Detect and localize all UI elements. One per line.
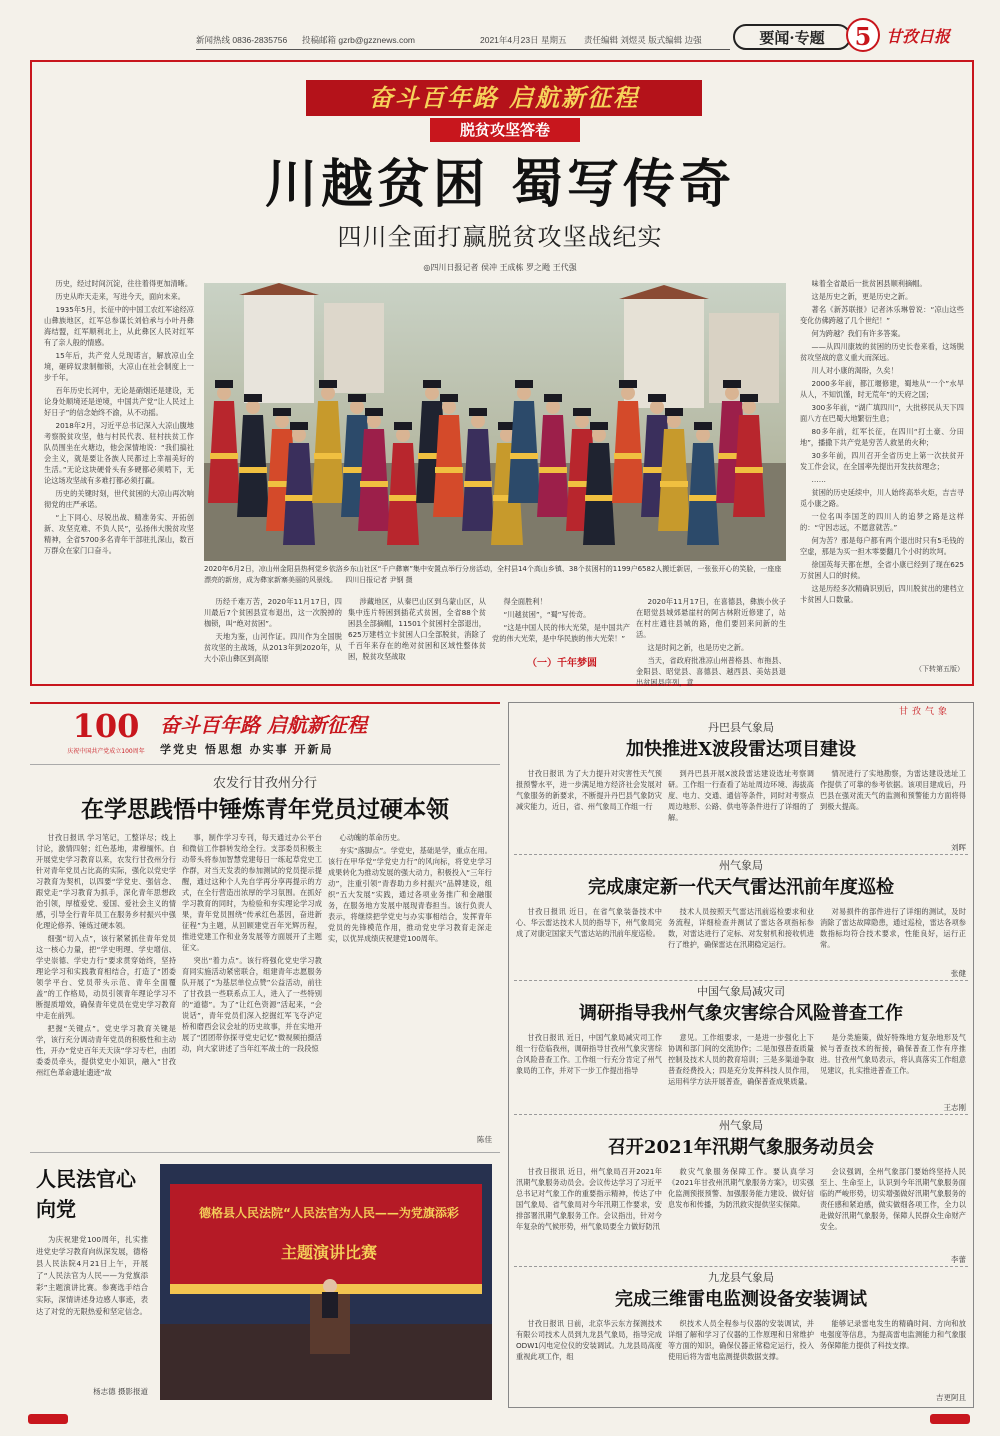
part-marker: （一）千年梦圆 bbox=[527, 658, 597, 669]
issue-date: 2021年4月23日 星期五 bbox=[480, 35, 567, 45]
footer-ornament-left bbox=[28, 1414, 68, 1424]
hotline: 新闻热线 0836-2835756 bbox=[196, 35, 288, 45]
paragraph: 技术人员按照天气雷达汛前巡检要求和业务流程，详细检查并测试了雷达各项指标参数，对雷达进行了定标、对发射机和接收机进行了维护，确保雷达在汛期稳定运行。 bbox=[668, 907, 814, 949]
paragraph: …… bbox=[811, 475, 826, 484]
paragraph: 突出“着力点”。该行将强化党史学习教育同实施活动紧密联合，组建青年志愿服务队开展了“为基层单位点赞”公益活动，前往了甘孜县一些联系点工人，进入了一些特别的“道德”。为了“让红色资源”活起来，“会说话”，青年党员们深入挖掘红军飞夺泸定桥和磨西会议会址的历史故事，并在实地开展了“团团带你探寻党史记忆”微视频拍摄活动，向大家讲述了当年红军战士的一段段惊 bbox=[182, 956, 322, 1053]
paragraph: 事，制作学习专刊，每天通过办公平台和微信工作群转发给全行。支部委员积极主动带头将参加智慧党建每日一练起草党史工作群，对当天发表的参加测试的党员提示提醒，通过这种个人先自学再分享再提示的方式，在全行营造出浓厚的学习氛围。在抓好学习教育的同时，为检验和夯实理论学习成果，青年党员围绕“传承红色基因，奋进新征程”为主题，从回顾建党百年光辉历程，推进党建工作和业务发展等方面展开了主题征文。 bbox=[182, 833, 322, 952]
bottom-col-1 bbox=[204, 596, 342, 678]
feature-byline: ◎四川日报记者 侯冲 王成栋 罗之飏 王代强 bbox=[423, 263, 577, 272]
weather-article-column bbox=[516, 1032, 662, 1100]
weather-article-column bbox=[820, 768, 966, 840]
feature-photo bbox=[204, 283, 786, 561]
paragraph: “川越贫困”，“蜀”写传奇。 bbox=[503, 610, 591, 619]
weather-article-column bbox=[668, 768, 814, 840]
party-banner: 奋斗百年路 启航新征程 bbox=[160, 713, 367, 737]
section-name: 要闻·专题 bbox=[733, 24, 851, 50]
weather-article-column bbox=[820, 1318, 966, 1390]
paragraph: 得全面胜利！ bbox=[503, 597, 547, 606]
paragraph: 甘孜日报讯 学习笔记，工整详尽；线上讨论，激情四射；红色基地，肃穆缅怀。自开展党史学习教育以来，农发行甘孜州分行针对青年党员占比高的实际，强化以党史学习教育为契机，以四要“学党史、强信念、跟党走”学习教育为抓手，深化青年思想政治引领，厚植爱党、爱国、爱社会主义的情感，引导全行青年员工在服务乡村振兴中强化理论修养、锤炼过硬本领。 bbox=[36, 833, 176, 930]
weather-article-kicker: 州气象局 bbox=[719, 1119, 763, 1132]
weather-article-headline: 召开2021年汛期气象服务动员会 bbox=[607, 1137, 875, 1158]
paragraph: 夯实“落脚点”。学党史，基础是学，重点在用。该行在甲华党“学党史力行”的风向标，将党史学习成果转化为推动发展的强大动力，积极投入“三年行动”，注重引领“青春助力乡村振兴”品牌建设，组织“五大发展”实践，通过各项业务推广和金融服务，在服务地方发展中展现青春担当。该行负责人表示，将继续把学党史与办实事相结合，发挥青年党员的先锋模范作用，推动党史学习教育走深走实，以优异成绩庆祝建党100周年。 bbox=[328, 846, 492, 943]
weather-article-headline: 完成三维雷电监测设备安装调试 bbox=[615, 1289, 867, 1310]
masthead bbox=[0, 0, 1000, 60]
weather-article-kicker: 九龙县气象局 bbox=[708, 1271, 774, 1284]
article2-text bbox=[36, 1234, 148, 1384]
article1-col-2 bbox=[182, 832, 322, 1148]
paragraph: 2000多年前，都江堰修建，蜀地从“一个”水旱从人，不知饥馑，时无荒年”的天府之国； bbox=[800, 379, 964, 399]
article2-credit: 杨志德 摄影报道 bbox=[93, 1387, 148, 1396]
party-divider bbox=[30, 764, 500, 765]
paragraph: 能够记录雷电发生的精确时间、方向和放电强度等信息，为提高雷电监测能力和气象服务保障能力提供了科技支撑。 bbox=[820, 1319, 966, 1350]
feature-subheadline: 四川全面打赢脱贫攻坚战纪实 bbox=[337, 223, 663, 251]
weather-divider bbox=[514, 854, 968, 855]
party-top-rule bbox=[30, 702, 500, 704]
paragraph: ——从四川康坡的贫困的历史长卷来看，这场脱贫攻坚战的意义重大而深远。 bbox=[800, 342, 964, 362]
bottom-col-2 bbox=[348, 596, 486, 678]
paragraph: 细强“切入点”，该行紧紧抓住青年党员这一核心力量，把“学史明理、学史增信、学史崇德、学史力行”要求贯穿始终，坚持理论学习和实践教育相结合，打造了“团委领学平台、党员带头示范、青年全面覆盖”的工作格局，动员引领青年理论学习不断提质增效，确保青年党员在党史学习教育中走在前列。 bbox=[36, 934, 176, 1020]
paragraph: 2020年11月17日，在喜德县，彝族小伙子在昭觉县城郊悬崖村的阿古林附近修建了，站在村庄通往县城的路，他们要回来问新的生活。 bbox=[636, 597, 786, 639]
paragraph: 味着全省最后一批贫困县顺利摘帽。 bbox=[811, 279, 927, 288]
feature-headline: 川越贫困 蜀写传奇 bbox=[264, 154, 736, 215]
court-event-photo bbox=[160, 1164, 492, 1400]
paragraph: 甘孜日报讯 近日，中国气象局减灾司工作组一行莅临我州，调研指导甘孜州气象灾害综合风险普查工作。工作组一行充分肯定了州气象局的工作，并对下一步工作提出指导 bbox=[516, 1033, 662, 1075]
weather-article-kicker: 州气象局 bbox=[719, 859, 763, 872]
paragraph: 1935年5月，长征中的中国工农红军途经凉山彝族地区，红军总参谋长刘伯承与小叶丹彝海结盟，红军顺利北上，从此彝区人民对红军有了亲人般的情感。 bbox=[44, 305, 194, 347]
article1-kicker: 农发行甘孜州分行 bbox=[212, 776, 317, 791]
paragraph: 涉藏地区，从秦巴山区到乌蒙山区，从集中连片特困到插花式贫困，全省88个贫困县全部摘帽，11501个贫困村全部退出，625万建档立卡贫困人口全部脱贫，消除了千百年来存在的绝对贫困和区域性整体贫困，脱贫攻坚战取 bbox=[348, 597, 486, 661]
photo-subbanner-text: 主题演讲比赛 bbox=[280, 1243, 377, 1262]
paragraph: 甘孜日报讯 日前，北京华云东方探测技术有限公司技术人员到九龙县气象局，指导完成ODW1闪电定位仪的安装调试。九龙县局高度重视此项工作，组 bbox=[516, 1319, 662, 1361]
centenary-number: 100 bbox=[72, 707, 140, 745]
paragraph: 把握“关键点”。党史学习教育关键是学，该行充分调动青年党员的积极性和主动性，开办“党史百年天天读”学习专栏，由团委委员牵头，提供党史小知识，融入“甘孜州红色革命遗址遗迹”故 bbox=[36, 1024, 176, 1077]
paragraph: 何为苦？那是每户都有两个退出时只有5毛钱的空虚，那是为买一担木零要翻几个小时的坎坷。 bbox=[800, 536, 964, 556]
paragraph: 历史从昨天走来，写进今天，面向未来。 bbox=[55, 292, 185, 301]
paragraph: 天地为鉴，山河作证。四川作为全国脱贫攻坚的主战场，从2013年到2020年，从大小凉山彝区到高原 bbox=[204, 632, 342, 663]
weather-column-tag: 甘孜气象 bbox=[898, 707, 951, 717]
paragraph: 这是历史之新，更是历史之新。 bbox=[811, 292, 913, 301]
weather-article-column bbox=[516, 1318, 662, 1390]
weather-article-headline: 完成康定新一代天气雷达汛前年度巡检 bbox=[588, 877, 894, 898]
lead-column bbox=[44, 278, 194, 650]
article1-bottom-rule bbox=[30, 1152, 500, 1153]
photo-banner-text: 德格县人民法院“人民法官为人民——为党旗添彩 bbox=[199, 1206, 459, 1220]
paragraph: 何为跨越？我们有许多答案。 bbox=[811, 329, 905, 338]
paragraph: 情况进行了实地勘察，为雷达建设选址工作提供了可靠的参考依据。该项目建成后，丹巴县在强对流天气的监测和预警能力方面将得到极大提高。 bbox=[820, 769, 966, 811]
paragraph: 是分类施策，做好特殊地方复杂地形及气候与普查技术的衔接，确保普查工作有序推进。甘孜州气象局表示，将认真落实工作组意见建议，扎实推进普查工作。 bbox=[820, 1033, 966, 1075]
weather-article-headline: 调研指导我州气象灾害综合风险普查工作 bbox=[579, 1003, 903, 1024]
weather-article-column bbox=[516, 1166, 662, 1252]
weather-article-column bbox=[668, 1318, 814, 1390]
paragraph: 到丹巴县开展X波段雷达建设选址考察调研。工作组一行查看了站址周边环境、海拔高度、电力、交通、通信等条件，同时对考察点周边地形、公路、供电等条件进行了详细的了解。 bbox=[668, 769, 814, 822]
speech-stage-illustration bbox=[160, 1164, 492, 1400]
paragraph: 300多年前，“湖广填四川”，大批移民从天下四面八方在巴蜀大地繁衍生息； bbox=[800, 403, 964, 423]
weather-divider bbox=[514, 1114, 968, 1115]
weather-article-signature: 张健 bbox=[951, 969, 966, 978]
paragraph: 甘孜日报讯 近日，在省气象装备技术中心、华云雷达技术人员的指导下，州气象局完成了对康定国家天气雷达站的汛前年度巡检。 bbox=[516, 907, 662, 938]
right-column bbox=[800, 278, 964, 676]
page-number: 5 bbox=[846, 18, 880, 52]
paragraph: 会议强调，全州气象部门要始终坚持人民至上、生命至上，认识到今年汛期气象服务面临的严峻形势，切实增强做好汛期气象服务的责任感和紧迫感，做实做细各项工作，全力以赴做好汛期气象服务，保障人民群众生命财产安全。 bbox=[820, 1167, 966, 1231]
footer-ornament-right bbox=[930, 1414, 970, 1424]
feature-banner: 奋斗百年路 启航新征程 bbox=[306, 80, 702, 116]
article1-signature: 陈佳 bbox=[477, 1135, 492, 1144]
email: 投稿邮箱 gzrb@gzznews.com bbox=[302, 35, 416, 45]
article1-col-1 bbox=[36, 832, 176, 1148]
photo-credit: 四川日报记者 尹钢 摄 bbox=[345, 576, 413, 584]
editors: 责任编辑 刘煜灵 版式编辑 边强 bbox=[584, 35, 702, 45]
centenary-logo bbox=[56, 708, 156, 768]
paragraph: 甘孜日报讯 近日，州气象局召开2021年汛期气象服务动员会。会议传达学习了习近平总书记对气象工作的重要指示精神，传达了中国气象局、省气象局对今年汛期工作要求，安排部署汛期气象服务工作。会议指出，针对今年复杂的气候形势，州气象局要全力做好防汛 bbox=[516, 1167, 662, 1231]
paragraph: 当天，省政府批准凉山州普格县、布拖县、金阳县、昭觉县、喜德县、越西县、美姑县退出贫困县序列，意 bbox=[636, 656, 786, 687]
paragraph: 贫困的历史延续中，川人始终高举火炬，吉吉寻觅小康之路。 bbox=[800, 488, 964, 508]
paragraph: “这是中国人民的伟大光荣，是中国共产党的伟大光荣，是中华民族的伟大光荣！” bbox=[492, 623, 630, 643]
newspaper-logo: 甘孜日报 bbox=[886, 27, 951, 46]
weather-article-column bbox=[668, 1166, 814, 1252]
paragraph: 2018年2月，习近平总书记深入大凉山腹地考察脱贫攻坚，他与村民代表、驻村扶贫工作队员围坐在火塘边，他会深情地说：“我们搞社会主义，就是要让各族人民都过上幸福美好的生活。”无论这块硬骨头有多硬都必须啃下，无论这场攻坚战有多难打都必须打赢。 bbox=[44, 421, 194, 485]
weather-article-column bbox=[820, 1032, 966, 1100]
paragraph: “上下同心、尽锐出战、精准务实、开拓创新、攻坚克难、不负人民”，弘扬伟大脱贫攻坚精神，全省5700多名青年干部驻扎深山，数百万群众在家门口奋斗。 bbox=[44, 513, 194, 555]
continued-note: （下转第五版） bbox=[915, 665, 964, 673]
weather-article-headline: 加快推进X波段雷达项目建设 bbox=[626, 739, 856, 760]
article2-paragraph: 为庆祝建党100周年，扎实推进党史学习教育向纵深发展，德格县人民法院4月21日上午，开展了“人民法官为人民——为党旗添彩”主题演讲比赛。参赛选手结合实际，深情讲述身边感人事迹，表达了对党的无限热爱和坚定信念。 bbox=[36, 1235, 148, 1316]
weather-article-signature: 吉更阿且 bbox=[936, 1393, 966, 1402]
paragraph: 心动魄的革命历史。 bbox=[339, 833, 405, 842]
article1-col-3 bbox=[328, 832, 492, 1132]
paragraph: 甘孜日报讯 为了大力提升对灾害性天气预报预警水平，进一步满足地方经济社会发展对气象服务的新要求，不断提升丹巴县气象防灾减灾能力，近日，省、州气象局工作组一行 bbox=[516, 769, 662, 811]
feature-sub-banner: 脱贫攻坚答卷 bbox=[430, 118, 580, 142]
paragraph: 历经千难万苦，2020年11月17日，四川最后7个贫困县宣布退出，这一次脱掉的枷锁，叫“绝对贫困”。 bbox=[204, 597, 342, 628]
weather-article-signature: 刘晖 bbox=[951, 843, 966, 852]
paragraph: 徐国英每天都在想，全省小康已经到了现在625万贫困人口的时候。 bbox=[800, 560, 964, 580]
party-slogan: 学党史 悟思想 办实事 开新局 bbox=[160, 743, 334, 756]
weather-article-column bbox=[820, 1166, 966, 1252]
paragraph: 织技术人员全程参与仪器的安装调试，并详细了解和学习了仪器的工作原理和日常维护等方面的知识，确保仪器正常稳定运行，投入使用后将为雷电监测提供数据支撑。 bbox=[668, 1319, 814, 1361]
bottom-col-4 bbox=[636, 596, 786, 687]
weather-article-column bbox=[668, 1032, 814, 1100]
paragraph: 救灾气象服务保障工作。要认真学习《2021年甘孜州汛期气象服务方案》，切实强化监测预报预警、加强服务能力建设、做好信息发布和传播，为防汛救灾提供坚实保障。 bbox=[668, 1167, 814, 1209]
paragraph: 历史，经过时间沉淀，往往着得更加清晰。 bbox=[55, 279, 193, 288]
masthead-rule bbox=[196, 49, 730, 50]
paragraph: 意见。工作组要求，一是进一步强化上下协调和部门间的交流协作；二是加强普查质量控制及技术人员的教育培训；三是多渠道争取普查经费投入；四是充分发挥科技人员作用，运用科学方法开展普查，确保普查成果质量。 bbox=[668, 1033, 814, 1086]
paragraph: 一位名叫李国芝的四川人的追梦之路是这样的：“守因志远，不愿意就苦。” bbox=[800, 512, 964, 532]
weather-article-column bbox=[516, 906, 662, 966]
centenary-caption: 庆祝中国共产党成立100周年 bbox=[67, 748, 145, 755]
weather-article-signature: 王志刚 bbox=[943, 1103, 966, 1112]
paragraph: 历史的关键时刻，世代贫困的大凉山再次响彻党的庄严承诺。 bbox=[44, 489, 194, 509]
photo-caption-text: 2020年6月2日，凉山州金阳县热柯觉乡依洛乡东山社区“千户彝寨”集中安置点举行分房活动，全村县14个高山乡镇、38个贫困村的1199户6582人搬迁新居，一张张开心的笑脸，一座座漂亮的新房，成为彝家新寨美丽的风景线。 bbox=[204, 565, 782, 584]
paragraph: 30多年前，四川召开全省历史上第一次扶贫开发工作会议，在全国率先提出开发扶贫理念； bbox=[800, 451, 964, 471]
villagers-procession-illustration bbox=[204, 283, 786, 561]
paragraph: 百年历史长河中，无论是硝烟还是建设，无论身处顺境还是逆境，中国共产党“让人民过上好日子”的信念始终不渝，从不动摇。 bbox=[44, 386, 194, 417]
article2-headline: 人民法官心向党 bbox=[36, 1167, 136, 1221]
weather-article-column bbox=[820, 906, 966, 966]
paragraph: 对易损件的部件进行了详细的测试，及时消除了雷达故障隐患，通过巡检，雷达各项参数指标均符合技术要求，性能良好，运行正常。 bbox=[820, 907, 966, 949]
weather-article-column bbox=[668, 906, 814, 966]
weather-divider bbox=[514, 980, 968, 981]
paragraph: 这是时间之新，也是历史之新。 bbox=[647, 643, 749, 652]
weather-article-signature: 李蕾 bbox=[951, 1255, 966, 1264]
weather-article-kicker: 丹巴县气象局 bbox=[708, 721, 774, 734]
weather-divider bbox=[514, 1266, 968, 1267]
paragraph: 15年后，共产党人兑现诺言，解放凉山全境，砸碎奴隶制枷锁，大凉山在社会制度上一步千年。 bbox=[44, 351, 194, 382]
paragraph: 著名《新苏联报》记者沐乐琳曾说：“凉山这些变化仿佛跨越了几个世纪！” bbox=[800, 305, 964, 325]
paragraph: 川人对小康的渴盼，久矣！ bbox=[811, 366, 898, 375]
weather-article-kicker: 中国气象局减灾司 bbox=[697, 985, 785, 998]
weather-article-column bbox=[516, 768, 662, 840]
paragraph: 80多年前，红军长征，在四川“打土豪、分田地”，播撒下共产党是穷苦人救星的火种； bbox=[800, 427, 964, 447]
paragraph: 这是历经多次精确识别后，四川脱贫出的建档立卡贫困人口数量。 bbox=[800, 584, 964, 604]
photo-caption bbox=[204, 564, 786, 588]
article1-headline: 在学思践悟中锤炼青年党员过硬本领 bbox=[81, 796, 449, 823]
bottom-col-3 bbox=[492, 596, 630, 652]
